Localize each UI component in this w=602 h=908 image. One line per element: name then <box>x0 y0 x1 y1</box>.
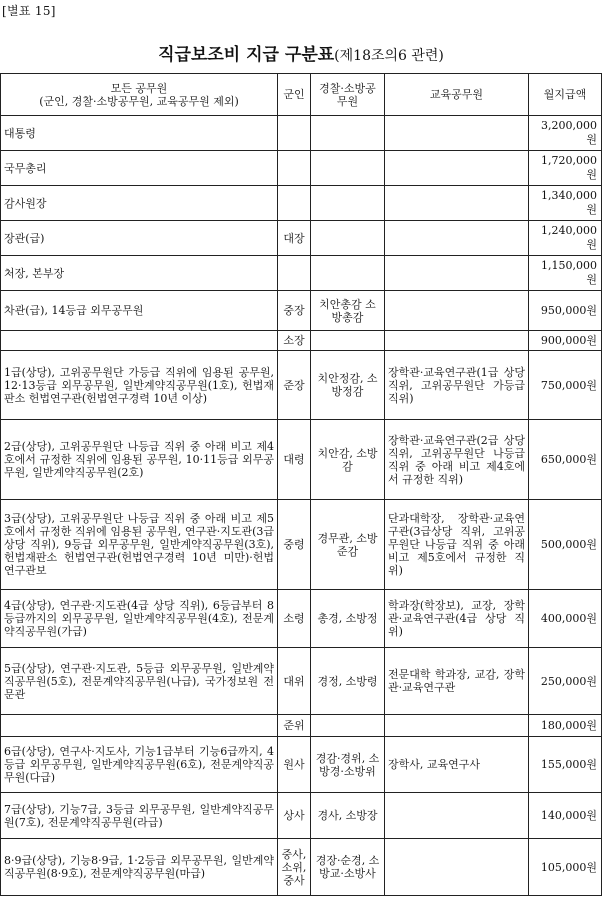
table-row <box>1 500 602 590</box>
cell-police <box>311 715 385 737</box>
cell-general: 4급(상당), 연구관·지도관(4급 상당 직위), 6등급부터 8등급까지의 외무공무원, 일반계약직공무원(4호), 전문계약직공무원(가급) <box>1 590 278 648</box>
cell-military: 대장 <box>278 221 311 256</box>
cell-general: 감사원장 <box>1 186 278 221</box>
cell-police <box>311 331 385 351</box>
cell-military: 준장 <box>278 351 311 420</box>
table-row <box>1 793 602 839</box>
cell-amount: 155,000원 <box>529 737 602 793</box>
table-row <box>1 420 602 500</box>
cell-police: 경감·경위, 소방경·소방위 <box>311 737 385 793</box>
header-row <box>1 74 602 116</box>
cell-amount: 1,150,000원 <box>529 256 602 291</box>
cell-general: 3급(상당), 고위공무원단 나등급 직위 중 아래 비고 제5호에서 규정한 직위에 임용된 공무원, 연구관·지도관(3급 상당 직위), 9등급 외무공무원, 일반계약직공무원(3호), 헌법재판소 헌법연구관(헌법연구경력 10년 미만)·헌법연구관보 <box>1 500 278 590</box>
table-row <box>1 116 602 151</box>
cell-amount: 750,000원 <box>529 351 602 420</box>
cell-police <box>311 256 385 291</box>
table-row <box>1 715 602 737</box>
header-military: 군인 <box>278 74 311 116</box>
header-general-line2: (군인, 경찰·소방공무원, 교육공무원 제외) <box>39 94 239 108</box>
title-sub: (제18조의6 관련) <box>334 48 444 64</box>
cell-military: 대위 <box>278 648 311 715</box>
cell-amount: 250,000원 <box>529 648 602 715</box>
table-row <box>1 151 602 186</box>
cell-education <box>385 793 529 839</box>
cell-military: 상사 <box>278 793 311 839</box>
cell-police: 경정, 소방령 <box>311 648 385 715</box>
cell-police <box>311 151 385 186</box>
cell-amount: 900,000원 <box>529 331 602 351</box>
cell-education <box>385 256 529 291</box>
cell-general: 처장, 본부장 <box>1 256 278 291</box>
allowance-table <box>0 73 602 896</box>
cell-education: 장학사, 교육연구사 <box>385 737 529 793</box>
table-row <box>1 331 602 351</box>
cell-amount: 400,000원 <box>529 590 602 648</box>
cell-education <box>385 291 529 331</box>
cell-general: 7급(상당), 기능7급, 3등급 외무공무원, 일반계약직공무원(7호), 전문계약직공무원(라급) <box>1 793 278 839</box>
cell-police <box>311 221 385 256</box>
cell-police: 치안총감 소방총감 <box>311 291 385 331</box>
table-row <box>1 256 602 291</box>
page-title <box>0 44 602 67</box>
cell-amount: 1,720,000원 <box>529 151 602 186</box>
cell-military <box>278 116 311 151</box>
cell-general: 2급(상당), 고위공무원단 나등급 직위 중 아래 비고 제4호에서 규정한 직위에 임용된 공무원, 10·11등급 외무공무원, 일반계약직공무원(2호) <box>1 420 278 500</box>
cell-amount: 3,200,000원 <box>529 116 602 151</box>
header-general-line1: 모든 공무원 <box>110 81 168 95</box>
table-row <box>1 221 602 256</box>
cell-amount: 650,000원 <box>529 420 602 500</box>
cell-general: 6급(상당), 연구사·지도사, 기능1급부터 기능6급까지, 4등급 외무공무원, 일반계약직공무원(6호), 전문계약직공무원(다급) <box>1 737 278 793</box>
header-police: 경찰·소방공무원 <box>311 74 385 116</box>
table-row <box>1 351 602 420</box>
cell-education: 장학관·교육연구관(1급 상당 직위, 고위공무원단 가등급 직위) <box>385 351 529 420</box>
cell-amount: 105,000원 <box>529 839 602 896</box>
cell-military: 소령 <box>278 590 311 648</box>
cell-military: 원사 <box>278 737 311 793</box>
cell-amount: 1,240,000원 <box>529 221 602 256</box>
table-row <box>1 737 602 793</box>
cell-amount: 180,000원 <box>529 715 602 737</box>
cell-general <box>1 331 278 351</box>
cell-amount: 500,000원 <box>529 500 602 590</box>
cell-police: 경장·순경, 소방교·소방사 <box>311 839 385 896</box>
cell-education <box>385 221 529 256</box>
cell-education: 장학관·교육연구관(2급 상당 직위, 고위공무원단 나등급 직위 중 아래 비고 제4호에서 규정한 직위) <box>385 420 529 500</box>
header-general <box>1 74 278 116</box>
cell-education: 학과장(학장보), 교장, 장학관·교육연구관(4급 상당 직위) <box>385 590 529 648</box>
table-row <box>1 291 602 331</box>
table-row <box>1 590 602 648</box>
cell-military <box>278 256 311 291</box>
cell-education <box>385 116 529 151</box>
cell-education <box>385 715 529 737</box>
cell-education <box>385 839 529 896</box>
header-education: 교육공무원 <box>385 74 529 116</box>
cell-education <box>385 331 529 351</box>
cell-police: 경사, 소방장 <box>311 793 385 839</box>
cell-police: 치안정감, 소방정감 <box>311 351 385 420</box>
cell-military: 소장 <box>278 331 311 351</box>
cell-military: 중장 <box>278 291 311 331</box>
cell-education: 전문대학 학과장, 교감, 장학관·교육연구관 <box>385 648 529 715</box>
cell-military: 대령 <box>278 420 311 500</box>
cell-general: 국무총리 <box>1 151 278 186</box>
cell-police <box>311 186 385 221</box>
cell-police: 치안감, 소방감 <box>311 420 385 500</box>
cell-police <box>311 116 385 151</box>
cell-police: 총경, 소방정 <box>311 590 385 648</box>
cell-general <box>1 715 278 737</box>
cell-amount: 140,000원 <box>529 793 602 839</box>
table-row <box>1 839 602 896</box>
cell-military: 중사, 소위, 중사 <box>278 839 311 896</box>
cell-military <box>278 151 311 186</box>
cell-military <box>278 186 311 221</box>
cell-general: 대통령 <box>1 116 278 151</box>
reference-label: [별표 15] <box>2 4 56 18</box>
cell-general: 5급(상당), 연구관·지도관, 5등급 외무공무원, 일반계약직공무원(5호), 전문계약직공무원(나급), 국가정보원 전문관 <box>1 648 278 715</box>
cell-military: 중령 <box>278 500 311 590</box>
header-amount: 월지급액 <box>529 74 602 116</box>
table-row <box>1 186 602 221</box>
cell-general: 8·9급(상당), 기능8·9급, 1·2등급 외무공무원, 일반계약직공무원(8·9호), 전문계약직공무원(마급) <box>1 839 278 896</box>
cell-education <box>385 151 529 186</box>
cell-education: 단과대학장, 장학관·교육연구관(3급상당 직위, 고위공무원단 나등급 직위 중 아래 비고 제5호에서 규정한 직위) <box>385 500 529 590</box>
table-row <box>1 648 602 715</box>
cell-general: 차관(급), 14등급 외무공무원 <box>1 291 278 331</box>
cell-general: 1급(상당), 고위공무원단 가등급 직위에 임용된 공무원, 12·13등급 외무공무원, 일반계약직공무원(1호), 헌법재판소 헌법연구관(헌법연구경력 10년 이상) <box>1 351 278 420</box>
cell-military: 준위 <box>278 715 311 737</box>
cell-police: 경무관, 소방준감 <box>311 500 385 590</box>
cell-general: 장관(급) <box>1 221 278 256</box>
cell-amount: 1,340,000원 <box>529 186 602 221</box>
cell-education <box>385 186 529 221</box>
title-main: 직급보조비 지급 구분표 <box>158 45 335 65</box>
cell-amount: 950,000원 <box>529 291 602 331</box>
